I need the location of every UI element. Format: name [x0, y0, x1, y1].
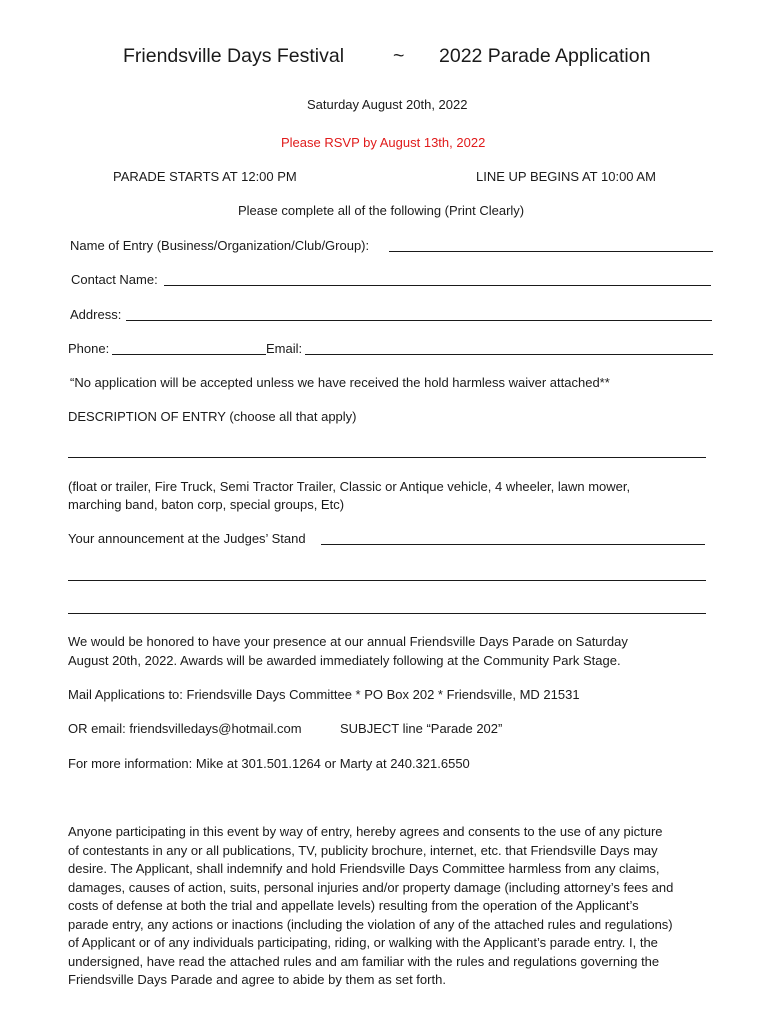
description-heading: DESCRIPTION OF ENTRY (choose all that apply)	[68, 409, 357, 424]
consent-line: damages, causes of action, suits, personal injuries and/or property damage (including attorney’s fees and	[68, 879, 674, 895]
contact-name-field[interactable]	[164, 285, 711, 286]
phone-label: Phone:	[68, 341, 110, 356]
line-up-time: LINE UP BEGINS AT 10:00 AM	[476, 169, 656, 184]
application-title: 2022 Parade Application	[439, 45, 651, 67]
consent-line: undersigned, have read the attached rules and am familiar with the rules and regulations governing the	[68, 953, 660, 969]
form-instructions: Please complete all of the following (Print Clearly)	[238, 203, 525, 218]
email-label: Email:	[266, 341, 303, 356]
parade-start-time: PARADE STARTS AT 12:00 PM	[113, 169, 297, 184]
consent-line: parade entry, any actions or inactions (including the violation of any of the attached rules and regulations)	[68, 916, 673, 932]
description-field[interactable]	[68, 457, 706, 458]
consent-line: costs of defense at both the trial and appellate levels) resulting from the operation of the Applicant’s	[68, 898, 639, 913]
name-of-entry-label: Name of Entry (Business/Organization/Club/Group):	[70, 238, 370, 253]
address-field[interactable]	[126, 320, 712, 321]
description-examples-line2: marching band, baton corp, special groups, Etc)	[68, 497, 345, 512]
email-contact: OR email: friendsvilledays@hotmail.com	[68, 721, 302, 736]
email-subject-line: SUBJECT line “Parade 202”	[340, 721, 503, 736]
consent-line: of contestants in any or all publications, TV, publicity brochure, internet, etc. that Friendsville Days may	[68, 842, 658, 858]
consent-line: desire. The Applicant, shall indemnify and hold Friendsville Days Committee harmless from any claims,	[68, 861, 660, 876]
title-separator: ~	[393, 45, 405, 67]
invitation-line2: August 20th, 2022. Awards will be awarded immediately following at the Community Park Stage.	[68, 653, 621, 668]
consent-line: Friendsville Days Parade and agree to abide by them as set forth.	[68, 972, 446, 987]
email-field[interactable]	[305, 354, 713, 355]
contact-name-label: Contact Name:	[71, 272, 158, 287]
announcement-field-3[interactable]	[68, 613, 706, 614]
mail-instructions: Mail Applications to: Friendsville Days Committee * PO Box 202 * Friendsville, MD 21531	[68, 687, 580, 702]
announcement-label: Your announcement at the Judges’ Stand	[68, 531, 306, 546]
festival-title: Friendsville Days Festival	[123, 45, 345, 67]
invitation-line1: We would be honored to have your presence at our annual Friendsville Days Parade on Saturday	[68, 634, 628, 649]
consent-line: of Applicant or of any individuals participating, riding, or walking with the Applicant’s parade entry. I, the	[68, 935, 658, 950]
address-label: Address:	[70, 307, 122, 322]
phone-field[interactable]	[112, 354, 266, 355]
rsvp-notice: Please RSVP by August 13th, 2022	[281, 135, 486, 150]
event-date: Saturday August 20th, 2022	[307, 97, 468, 112]
more-information: For more information: Mike at 301.501.1264 or Marty at 240.321.6550	[68, 756, 470, 771]
announcement-field-2[interactable]	[68, 580, 706, 581]
consent-line: Anyone participating in this event by way of entry, hereby agrees and consents to the use of any picture	[68, 824, 663, 839]
waiver-note: “No application will be accepted unless we have received the hold harmless waiver attached**	[70, 375, 610, 390]
announcement-field-1[interactable]	[321, 544, 705, 545]
description-examples-line1: (float or trailer, Fire Truck, Semi Tractor Trailer, Classic or Antique vehicle, 4 wheeler, lawn mower,	[68, 479, 631, 494]
consent-paragraph	[68, 823, 716, 990]
name-of-entry-field[interactable]	[389, 251, 713, 252]
